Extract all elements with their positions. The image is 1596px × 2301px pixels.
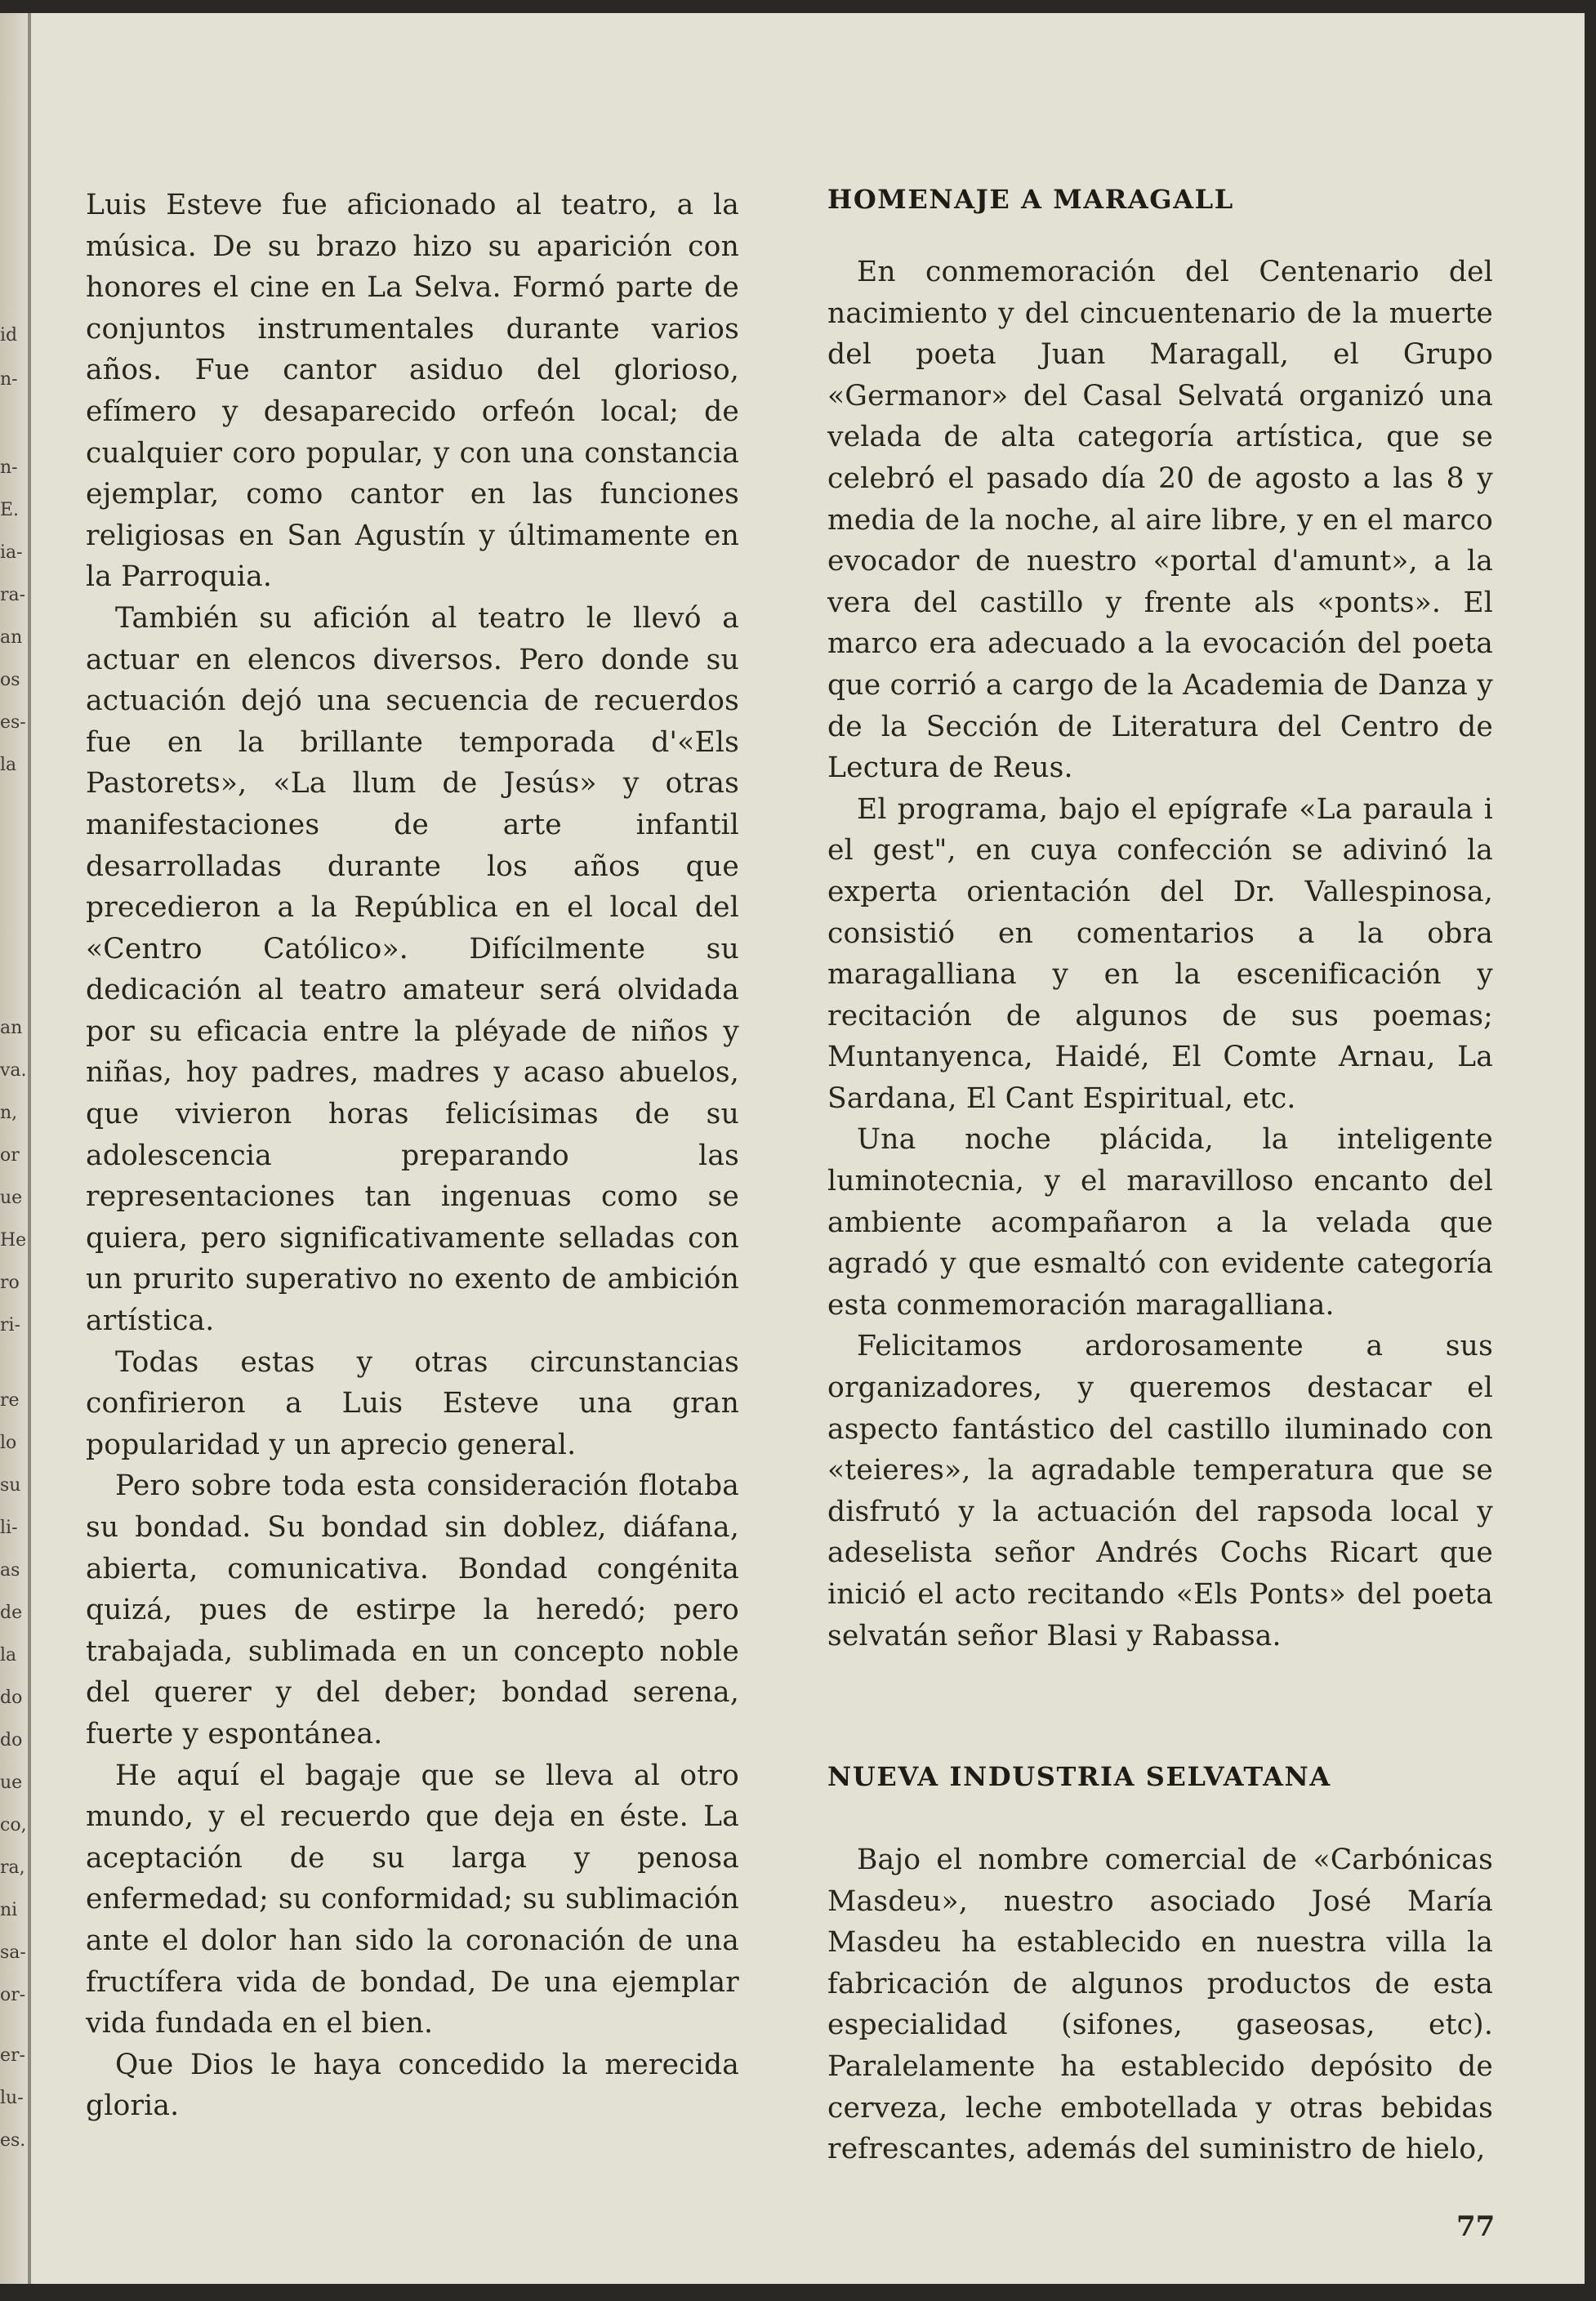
edge-fragment: es- xyxy=(0,712,26,733)
edge-fragment: la xyxy=(0,1645,17,1666)
edge-fragment: ia- xyxy=(0,542,23,563)
article-paragraph: Todas estas y otras circunstancias confirieron a Luis Esteve una gran popularidad y un aprecio general. xyxy=(86,1345,739,1461)
article-paragraph: Una noche plácida, la inteligente luminotecnia, y el maravilloso encanto del ambiente acompañaron a la velada que agradó y que esmaltó con evidente categoría esta conmemoración maragalliana. xyxy=(827,1123,1493,1322)
edge-fragment: n- xyxy=(0,457,18,478)
obituary-column xyxy=(86,185,739,2127)
edge-fragment: E. xyxy=(0,500,20,520)
edge-fragment: ra, xyxy=(0,1857,25,1878)
article-paragraph: He aquí el bagaje que se lleva al otro mundo, y el recuerdo que deja en éste. La aceptación de su larga y penosa enfermedad; su conformidad; su sublimación ante el dolor han sido la coronación de una fructífera vida de bondad, De una ejemplar vida fundada en el bien. xyxy=(86,1759,739,2040)
edge-fragment: lo xyxy=(0,1433,17,1453)
edge-fragment: va. xyxy=(0,1060,27,1081)
edge-fragment: su xyxy=(0,1475,21,1496)
edge-fragment: ri- xyxy=(0,1315,20,1336)
article-paragraph: Que Dios le haya concedido la merecida gloria. xyxy=(86,2048,739,2123)
edge-fragment: es. xyxy=(0,2130,26,2151)
article-paragraph: Felicitamos ardorosamente a sus organizadores, y queremos destacar el aspecto fantástico del castillo iluminado con «teieres», la agradable temperatura que se disfrutó y la actuación del rapsoda local y adeselista señor Andrés Cochs Ricart que inició el acto recitando «Els Ponts» del poeta selvatán señor Blasi y Rabassa. xyxy=(827,1330,1493,1652)
edge-fragment: n, xyxy=(0,1103,18,1123)
article-paragraph: Luis Esteve fue aficionado al teatro, a la música. De su brazo hizo su aparición con honores el cine en La Selva. Formó parte de conjuntos instrumentales durante varios años. Fue cantor asiduo del glorioso, efímero y desaparecido orfeón local; de cualquier coro popular, y con una constancia ejemplar, como cantor en las funciones religiosas en San Agustín y últimamente en la Parroquia. xyxy=(86,189,739,594)
edge-fragment: re xyxy=(0,1390,20,1411)
edge-fragment: as xyxy=(0,1560,20,1581)
edge-fragment: sa- xyxy=(0,1942,26,1963)
edge-fragment: or- xyxy=(0,1985,26,2005)
gutter-edge xyxy=(28,13,31,2284)
edge-fragment: ue xyxy=(0,1188,23,1208)
section-heading-industria: NUEVA INDUSTRIA SELVATANA xyxy=(827,1761,1331,1792)
edge-fragment: do xyxy=(0,1688,23,1708)
edge-fragment: la xyxy=(0,755,17,775)
page-number: 77 xyxy=(1456,2210,1496,2243)
edge-fragment: id xyxy=(0,325,18,346)
article-paragraph: En conmemoración del Centenario del nacimiento y del cincuentenario de la muerte del poeta Juan Maragall, el Grupo «Germanor» del Casal Selvatá organizó una velada de alta categoría artística, que se celebró el pasado día 20 de agosto a las 8 y media de la noche, al aire libre, y en el marco evocador de nuestro «portal d'amunt», a la vera del castillo y frente als «ponts». El marco era adecuado a la evocación del poeta que corrió a cargo de la Academia de Danza y de la Sección de Literatura del Centro de Lectura de Reus. xyxy=(827,256,1493,785)
edge-fragment: ni xyxy=(0,1900,18,1920)
section-industria xyxy=(827,1839,1493,2170)
scan-border-top xyxy=(0,0,1596,13)
edge-fragment: ue xyxy=(0,1773,23,1793)
edge-fragment: co, xyxy=(0,1815,27,1835)
edge-fragment: an xyxy=(0,1018,23,1038)
edge-fragment: ra- xyxy=(0,585,26,605)
edge-fragment: He xyxy=(0,1230,27,1251)
edge-fragment: li- xyxy=(0,1518,18,1538)
edge-fragment: or xyxy=(0,1145,20,1166)
edge-fragment: an xyxy=(0,627,23,648)
article-paragraph: Bajo el nombre comercial de «Carbónicas Masdeu», nuestro asociado José María Masdeu ha establecido en nuestra villa la fabricación de algunos productos de esta especialidad (sifones, gaseosas, etc). Paralelamente ha establecido depósito de cerveza, leche embotellada y otras bebidas refrescantes, además del suministro de hielo, xyxy=(827,1844,1493,2166)
article-paragraph: También su afición al teatro le llevó a actuar en elencos diversos. Pero donde su actuación dejó una secuencia de recuerdos fue en la brillante temporada d'«Els Pastorets», «La llum de Jesús» y otras manifestaciones de arte infantil desarrolladas durante los años que precedieron a la República en el local del «Centro Católico». Difícilmente su dedicación al teatro amateur será olvidada por su eficacia entre la pléyade de niños y niñas, hoy padres, madres y acaso abuelos, que vivieron horas felicísimas de su adolescencia preparando las representaciones tan ingenuas como se quiera, pero significativamente selladas con un prurito superativo no exento de ambición artística. xyxy=(86,601,739,1338)
scan-border-bottom xyxy=(0,2284,1596,2301)
edge-fragment: do xyxy=(0,1730,23,1750)
news-column xyxy=(827,181,1493,2166)
article-paragraph: El programa, bajo el epígrafe «La paraula i el gest", en cuya confección se adivinó la experta orientación del Dr. Vallespinosa, consistió en comentarios a la obra maragalliana y en la escenificación y recitación de algunos de sus poemas; Muntanyenca, Haidé, El Comte Arnau, La Sardana, El Cant Espiritual, etc. xyxy=(827,792,1493,1115)
edge-fragment: ro xyxy=(0,1273,20,1293)
edge-fragment: de xyxy=(0,1603,23,1623)
edge-fragment: os xyxy=(0,670,20,690)
section-homenaje xyxy=(827,252,1493,1657)
article-paragraph: Pero sobre toda esta consideración flotaba su bondad. Su bondad sin doblez, diáfana, abierta, comunicativa. Bondad congénita quizá, pues de estirpe la heredó; pero trabajada, sublimada en un concepto noble del querer y del deber; bondad serena, fuerte y espontánea. xyxy=(86,1469,739,1750)
scan-border-right xyxy=(1585,0,1596,2301)
edge-fragment: n- xyxy=(0,369,18,390)
edge-fragment: er- xyxy=(0,2045,25,2066)
edge-fragment: lu- xyxy=(0,2088,24,2108)
section-heading-homenaje: HOMENAJE A MARAGALL xyxy=(827,184,1234,215)
adjacent-page-fragments xyxy=(0,0,28,2301)
